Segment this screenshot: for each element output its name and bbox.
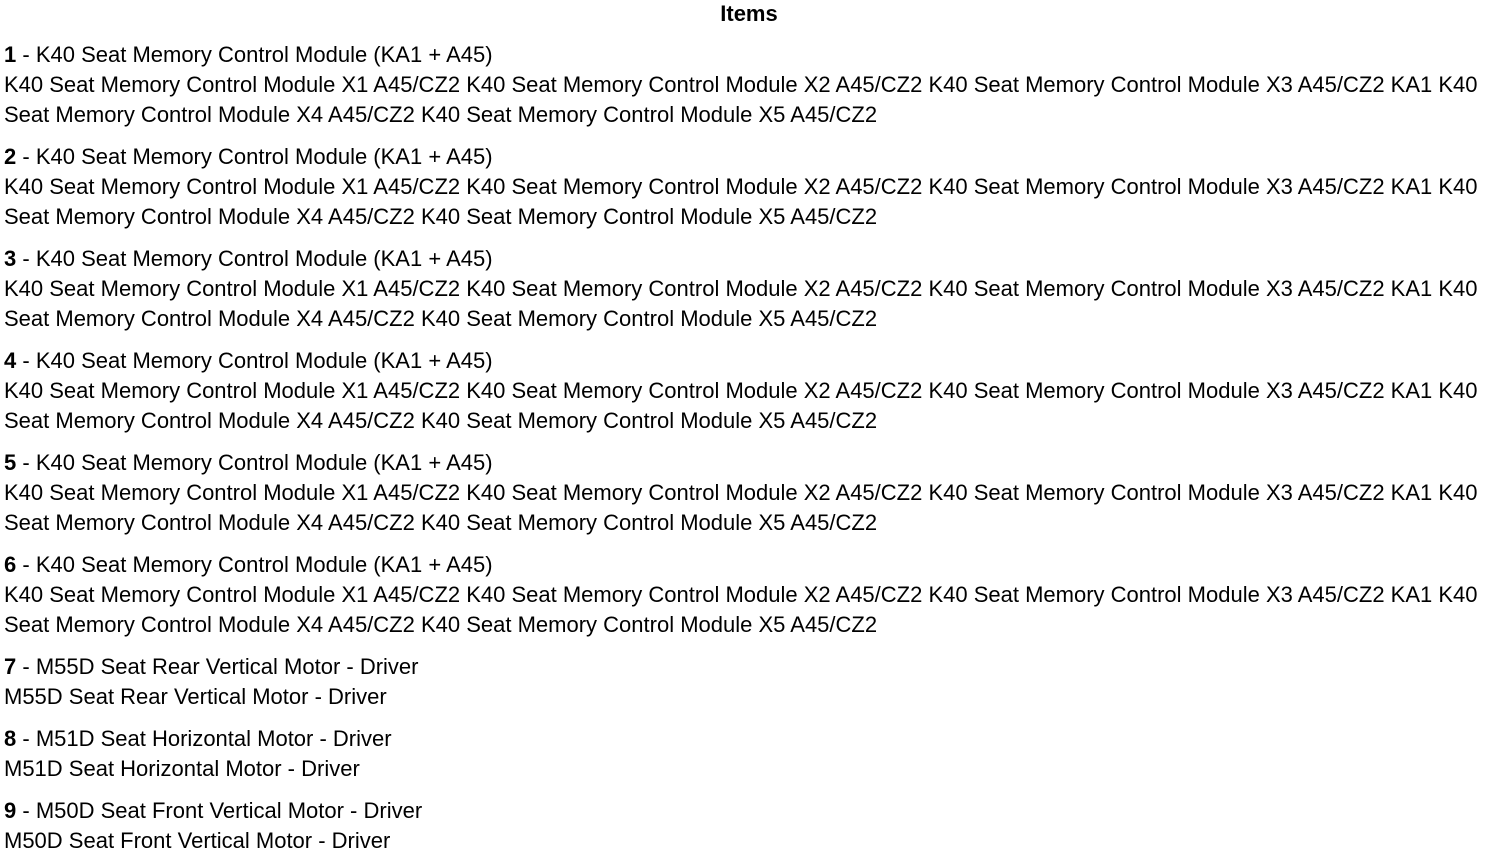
item-separator: - — [16, 552, 36, 577]
item-separator: - — [16, 246, 36, 271]
item-description: M55D Seat Rear Vertical Motor - Driver — [4, 684, 387, 709]
item-description: K40 Seat Memory Control Module X1 A45/CZ2 K40 Seat Memory Control Module X2 A45/CZ2 K40 Seat Memory Control Module X3 A45/CZ2 KA1 K40 Seat Memory Control Module X4 A45/CZ2 K40 Seat Memory Control Module X5 A45/CZ2 — [4, 378, 1478, 433]
item-description: K40 Seat Memory Control Module X1 A45/CZ2 K40 Seat Memory Control Module X2 A45/CZ2 K40 Seat Memory Control Module X3 A45/CZ2 KA1 K40 Seat Memory Control Module X4 A45/CZ2 K40 Seat Memory Control Module X5 A45/CZ2 — [4, 582, 1478, 637]
item-description: M51D Seat Horizontal Motor - Driver — [4, 756, 360, 781]
item-separator: - — [16, 798, 36, 823]
item-number: 3 — [4, 246, 17, 271]
item-description: M50D Seat Front Vertical Motor - Driver — [4, 828, 391, 853]
item-separator: - — [16, 42, 36, 67]
list-item — [4, 40, 1494, 130]
item-number: 4 — [4, 348, 17, 373]
item-title: M50D Seat Front Vertical Motor - Driver — [35, 798, 423, 823]
item-number: 9 — [4, 798, 17, 823]
list-item — [4, 724, 1494, 784]
item-description: K40 Seat Memory Control Module X1 A45/CZ2 K40 Seat Memory Control Module X2 A45/CZ2 K40 Seat Memory Control Module X3 A45/CZ2 KA1 K40 Seat Memory Control Module X4 A45/CZ2 K40 Seat Memory Control Module X5 A45/CZ2 — [4, 480, 1478, 535]
item-heading — [4, 724, 1494, 754]
item-number: 1 — [4, 42, 17, 67]
item-title: K40 Seat Memory Control Module (KA1 + A45) — [35, 246, 493, 271]
item-number: 8 — [4, 726, 17, 751]
list-item — [4, 448, 1494, 538]
list-item — [4, 142, 1494, 232]
item-description: K40 Seat Memory Control Module X1 A45/CZ2 K40 Seat Memory Control Module X2 A45/CZ2 K40 Seat Memory Control Module X3 A45/CZ2 KA1 K40 Seat Memory Control Module X4 A45/CZ2 K40 Seat Memory Control Module X5 A45/CZ2 — [4, 72, 1478, 127]
list-item — [4, 244, 1494, 334]
item-separator: - — [16, 654, 36, 679]
list-item — [4, 796, 1494, 856]
item-separator: - — [16, 450, 36, 475]
item-heading — [4, 142, 1494, 172]
item-title: M55D Seat Rear Vertical Motor - Driver — [35, 654, 419, 679]
item-heading — [4, 346, 1494, 376]
item-title: K40 Seat Memory Control Module (KA1 + A45) — [35, 552, 493, 577]
item-number: 6 — [4, 552, 17, 577]
item-separator: - — [16, 144, 36, 169]
item-description: K40 Seat Memory Control Module X1 A45/CZ2 K40 Seat Memory Control Module X2 A45/CZ2 K40 Seat Memory Control Module X3 A45/CZ2 KA1 K40 Seat Memory Control Module X4 A45/CZ2 K40 Seat Memory Control Module X5 A45/CZ2 — [4, 276, 1478, 331]
item-title: K40 Seat Memory Control Module (KA1 + A45) — [35, 348, 493, 373]
item-heading — [4, 40, 1494, 70]
list-item — [4, 652, 1494, 712]
item-separator: - — [16, 726, 36, 751]
list-item — [4, 346, 1494, 436]
item-heading — [4, 448, 1494, 478]
item-number: 2 — [4, 144, 17, 169]
list-item — [4, 550, 1494, 640]
item-heading — [4, 796, 1494, 826]
item-separator: - — [16, 348, 36, 373]
item-title: K40 Seat Memory Control Module (KA1 + A45) — [35, 450, 493, 475]
page-title: Items — [720, 1, 778, 26]
item-description: K40 Seat Memory Control Module X1 A45/CZ2 K40 Seat Memory Control Module X2 A45/CZ2 K40 Seat Memory Control Module X3 A45/CZ2 KA1 K40 Seat Memory Control Module X4 A45/CZ2 K40 Seat Memory Control Module X5 A45/CZ2 — [4, 174, 1478, 229]
item-heading — [4, 244, 1494, 274]
item-title: K40 Seat Memory Control Module (KA1 + A45) — [35, 144, 493, 169]
item-title: M51D Seat Horizontal Motor - Driver — [35, 726, 392, 751]
item-heading — [4, 652, 1494, 682]
items-document — [4, 0, 1494, 856]
item-title: K40 Seat Memory Control Module (KA1 + A45) — [35, 42, 493, 67]
item-number: 5 — [4, 450, 17, 475]
item-heading — [4, 550, 1494, 580]
item-number: 7 — [4, 654, 17, 679]
